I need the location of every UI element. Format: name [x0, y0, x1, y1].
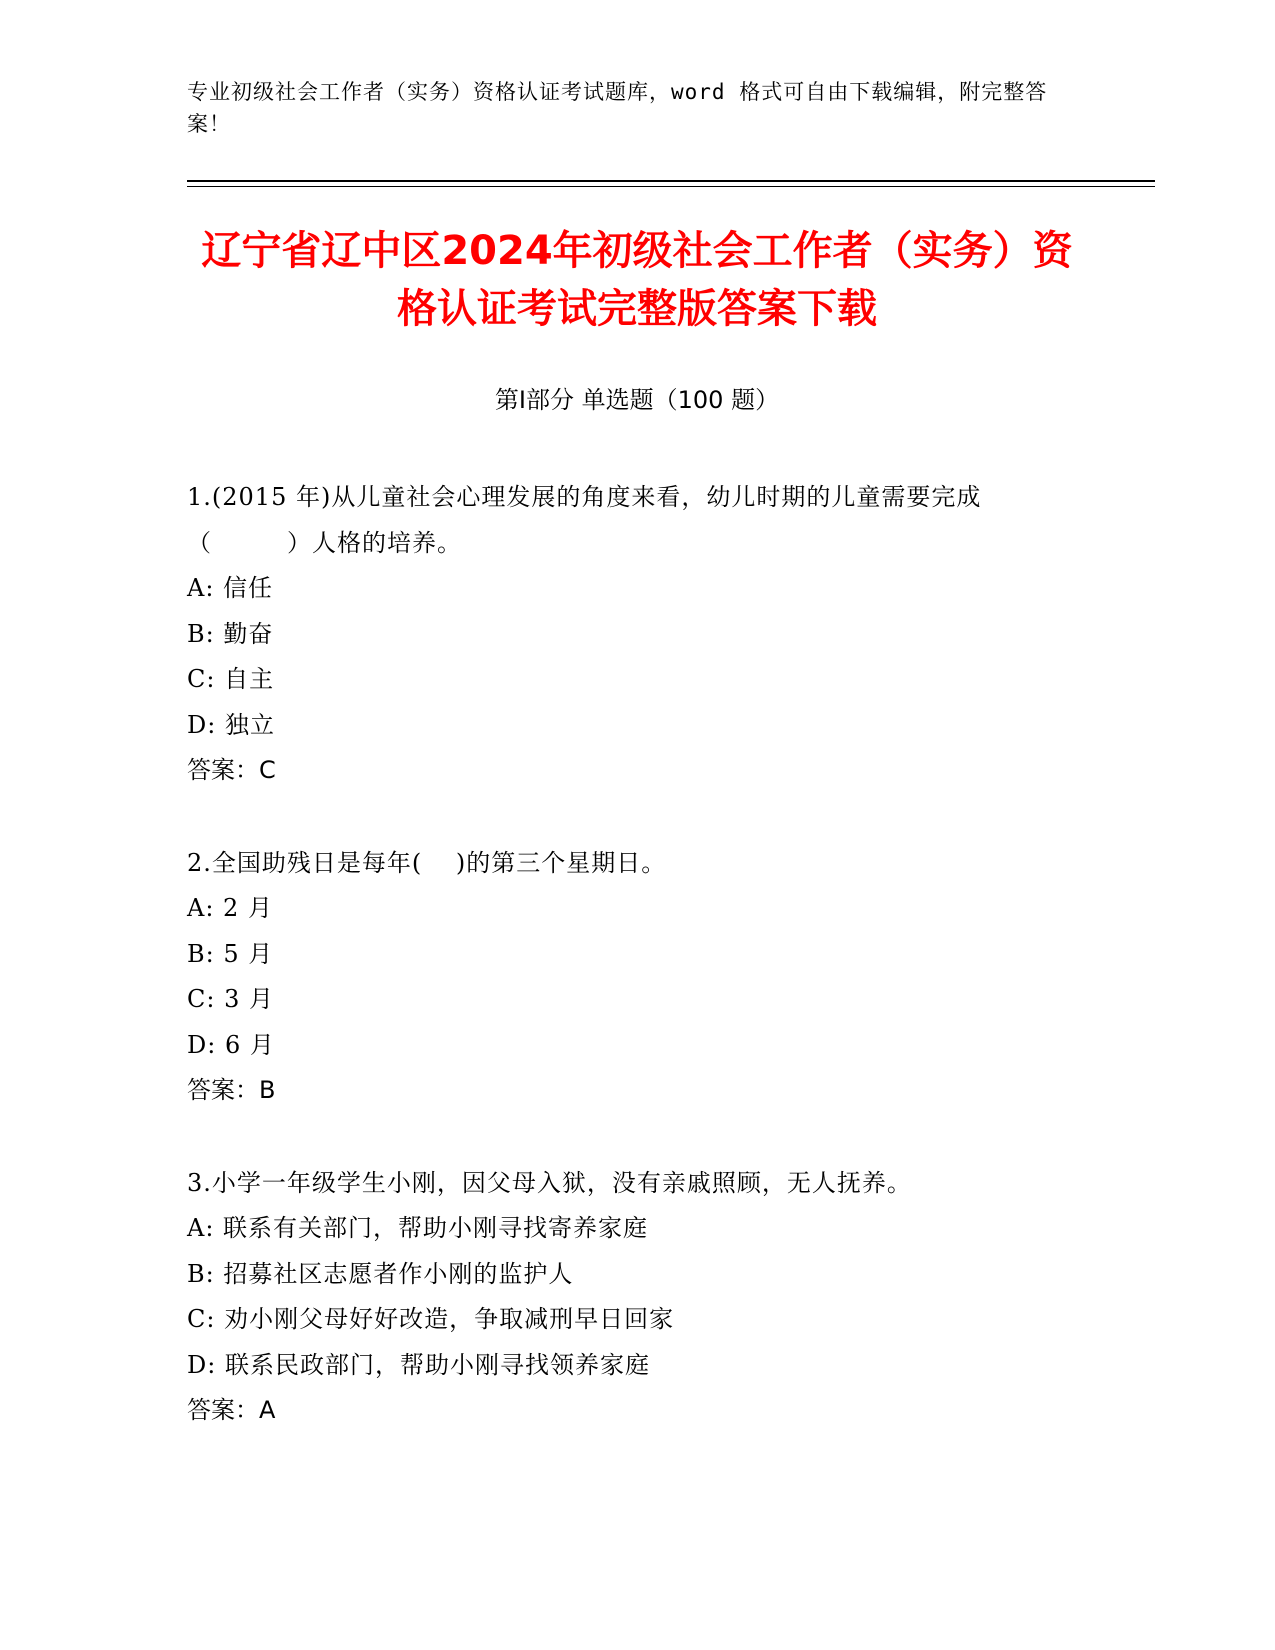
- option-c: C: 自主: [187, 665, 275, 693]
- option-a: A: 2 月: [187, 894, 273, 922]
- document-title: 辽宁省辽中区2024年初级社会工作者（实务）资格认证考试完整版答案下载: [201, 228, 1073, 332]
- question-stem: 1.(2015 年)从儿童社会心理发展的角度来看，幼儿时期的儿童需要完成（ ）人格的培养。: [187, 483, 982, 557]
- question-2: [187, 841, 1087, 1114]
- option-d: D: 独立: [187, 710, 275, 739]
- question-stem: 2.全国助残日是每年( )的第三个星期日。: [187, 848, 667, 877]
- option-d: D: 6 月: [187, 1030, 275, 1059]
- option-c: C: 劝小刚父母好好改造，争取减刑早日回家: [187, 1305, 675, 1333]
- answer-line: 答案：A: [187, 1396, 276, 1424]
- question-3: [187, 1161, 1087, 1434]
- option-b: B: 5 月: [187, 939, 274, 968]
- section-title: 第Ⅰ部分 单选题（100 题）: [494, 386, 780, 414]
- header-rule-thick: [187, 180, 1155, 182]
- option-d: D: 联系民政部门，帮助小刚寻找领养家庭: [187, 1350, 650, 1379]
- option-a: A: 信任: [187, 574, 274, 602]
- option-b: B: 勤奋: [187, 619, 274, 648]
- question-list: [187, 475, 1087, 1481]
- option-a: A: 联系有关部门，帮助小刚寻找寄养家庭: [187, 1214, 649, 1242]
- option-c: C: 3 月: [187, 985, 274, 1013]
- header-note: 专业初级社会工作者（实务）资格认证考试题库，word 格式可自由下载编辑，附完整答案！: [187, 80, 1048, 136]
- header-rule-thin: [187, 186, 1155, 187]
- option-b: B: 招募社区志愿者作小刚的监护人: [187, 1259, 574, 1288]
- question-1: [187, 475, 1087, 794]
- answer-line: 答案：C: [187, 756, 276, 784]
- answer-line: 答案：B: [187, 1076, 276, 1104]
- question-stem: 3.小学一年级学生小刚，因父母入狱，没有亲戚照顾，无人抚养。: [187, 1168, 912, 1197]
